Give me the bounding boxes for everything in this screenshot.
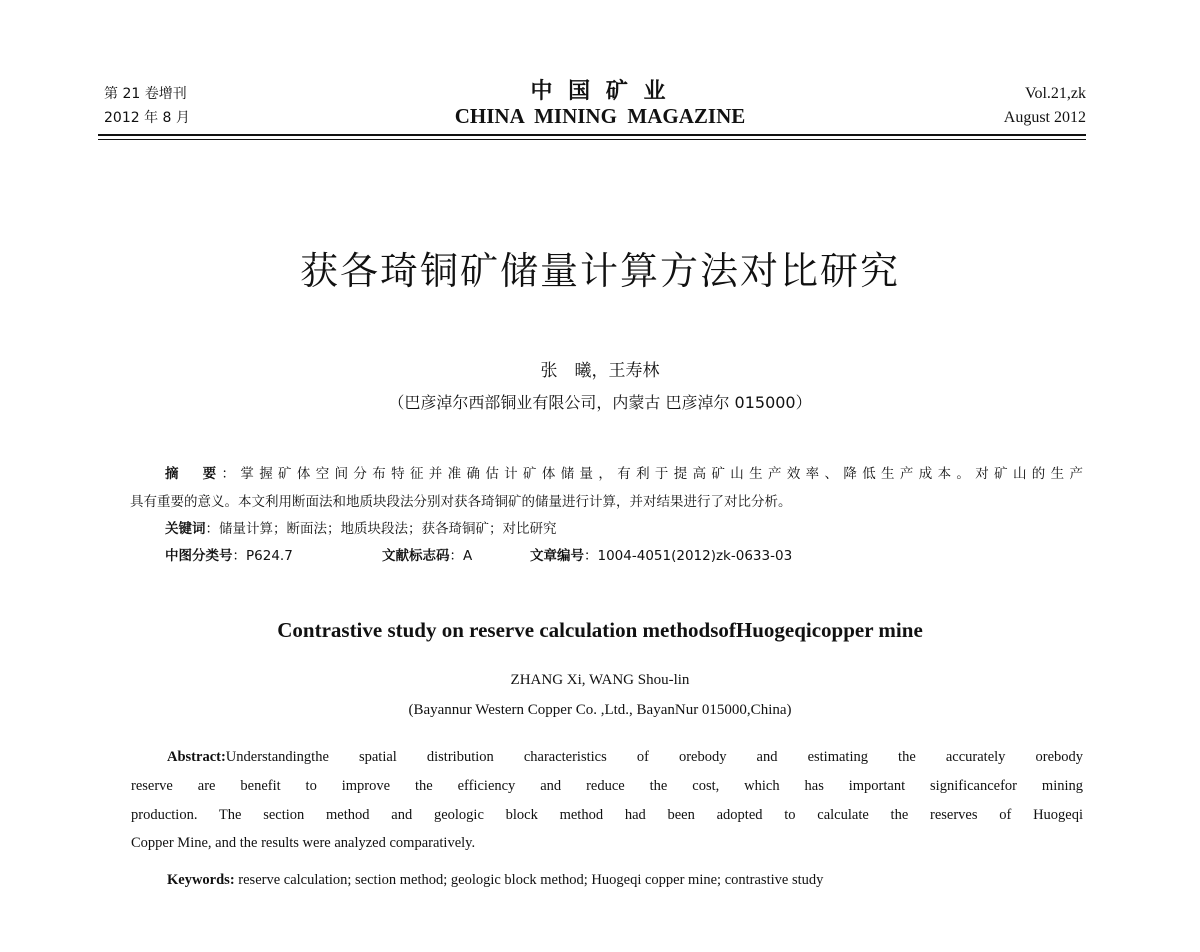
header-rule-thin	[98, 139, 1086, 140]
authors-cn: 张 曦，王寿林	[540, 361, 660, 381]
article-no-value: ：1004-4051(2012)zk-0633-03	[584, 548, 793, 564]
abstract-en-line1	[167, 749, 1083, 766]
journal-name-en: CHINA MINING MAGAZINE	[454, 104, 746, 128]
date-en: August 2012	[1003, 109, 1086, 126]
article-no-label: 文章编号	[530, 548, 584, 564]
abstract-label-cn: 摘 要	[165, 466, 222, 482]
abstract-en-line3: production. The section method and geologic block method had been adopted to calculate the reserves of Huogeqi	[131, 807, 1083, 823]
abstract-cn-text1: ：掌握矿体空间分布特征并准确估计矿体储量，有利于提高矿山生产效率、降低生产成本。对矿山的生产	[221, 466, 1083, 482]
doc-code-label: 文献标志码	[382, 548, 450, 564]
keywords-cn	[165, 517, 557, 537]
abstract-en-line2: reserve are benefit to improve the efficiency and reduce the cost, which has important significancefor mining	[131, 778, 1083, 794]
abstract-en-text1: Understandingthe spatial distribution characteristics of orebody and estimating the accurately orebody	[225, 749, 1083, 765]
article-no-line	[530, 544, 792, 564]
classification-line	[165, 544, 293, 564]
abstract-en-line4: Copper Mine, and the results were analyzed comparatively.	[131, 835, 476, 851]
abstract-cn-line1	[165, 462, 1083, 482]
volume-en: Vol.21,zk	[1024, 85, 1086, 102]
paper-title-en: Contrastive study on reserve calculation methodsofHuogeqicopper mine	[277, 618, 923, 642]
keywords-en	[167, 872, 823, 889]
abstract-label-en: Abstract:	[167, 749, 226, 765]
keywords-cn-text: ：储量计算；断面法；地质块段法；获各琦铜矿；对比研究	[205, 521, 557, 537]
journal-name-cn: 中 国 矿 业	[530, 79, 670, 104]
affiliation-en: (Bayannur Western Copper Co. ,Ltd., BayanNur 015000,China)	[408, 702, 792, 718]
keywords-en-text: reserve calculation; section method; geologic block method; Huogeqi copper mine; contrastive study	[234, 872, 824, 888]
clc-value: ：P624.7	[232, 548, 293, 564]
keywords-label-en: Keywords:	[167, 872, 235, 888]
clc-label: 中图分类号	[165, 548, 233, 564]
authors-en: ZHANG Xi, WANG Shou-lin	[510, 672, 690, 688]
volume-label: 第 21 卷增刊	[104, 86, 187, 102]
affiliation-cn: （巴彦淖尔西部铜业有限公司，内蒙古 巴彦淖尔 015000）	[388, 393, 812, 412]
doc-code-value: ：A	[449, 548, 473, 564]
abstract-cn-line2: 具有重要的意义。本文利用断面法和地质块段法分别对获各琦铜矿的储量进行计算，并对结果进行了对比分析。	[130, 494, 792, 510]
date-label-cn: 2012 年 8 月	[104, 110, 190, 126]
doc-code-line	[382, 544, 472, 564]
header-rule	[98, 134, 1086, 136]
paper-title-cn: 获各琦铜矿储量计算方法对比研究	[299, 249, 900, 293]
keywords-label-cn: 关键词	[165, 521, 206, 537]
